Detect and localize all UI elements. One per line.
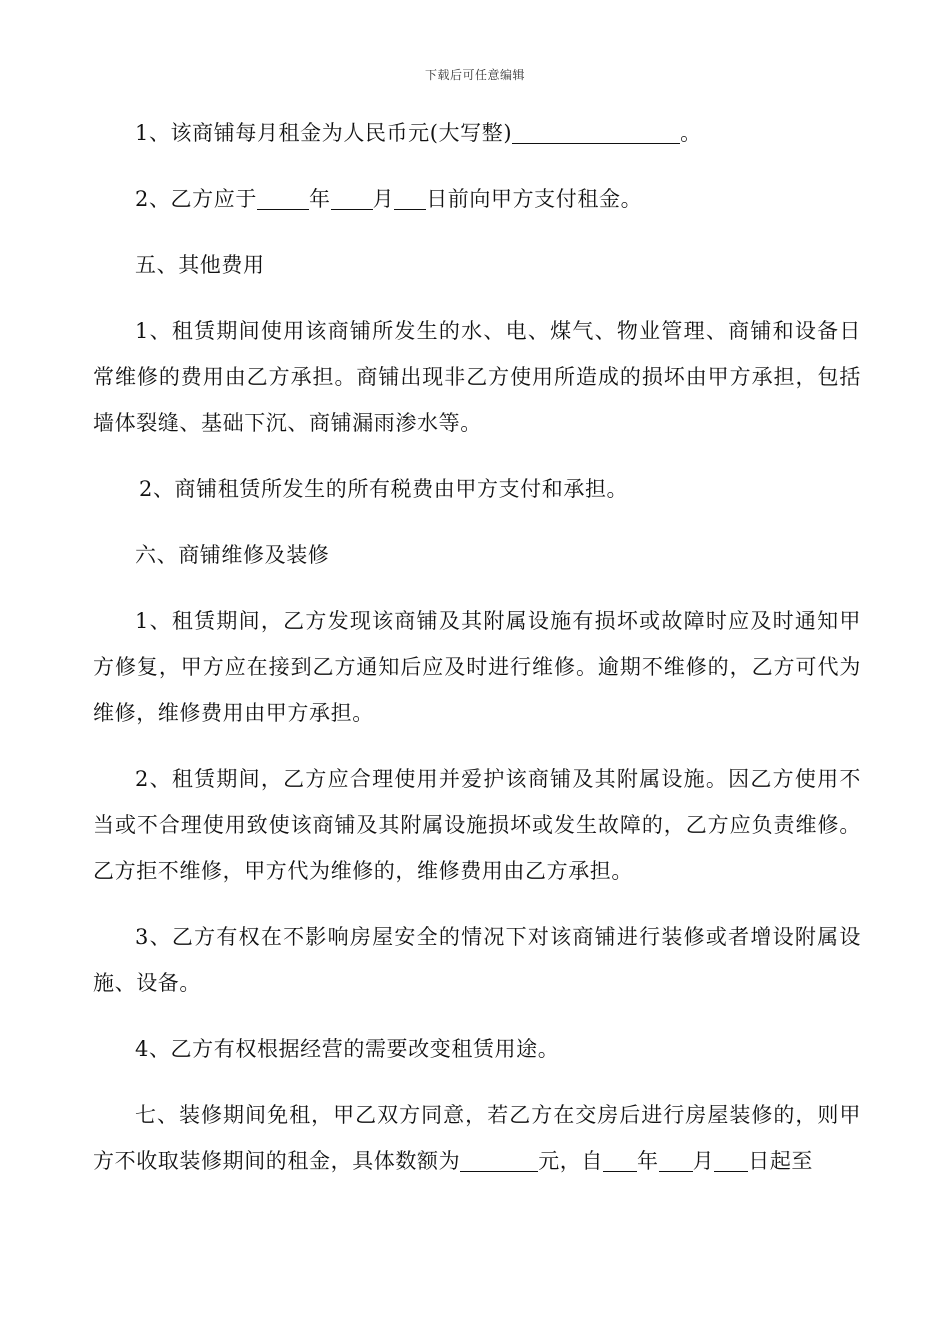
section-heading-other-fees: 五、其他费用 — [135, 253, 265, 277]
paragraph-change-use: 4、乙方有权根据经营的需要改变租赁用途。 — [135, 1037, 560, 1061]
fill-blank — [659, 1147, 693, 1172]
paragraph-text: 元，自 — [538, 1149, 604, 1173]
section-heading-maintenance: 六、商铺维修及装修 — [135, 543, 330, 567]
paragraph-utility-costs: 1、租赁期间使用该商铺所发生的水、电、煤气、物业管理、商铺和设备日常维修的费用由乙方承担。商铺出现非乙方使用所造成的损坏由甲方承担，包括墙体裂缝、基础下沉、商铺漏雨渗水等。 — [93, 319, 861, 435]
paragraph-payment-date — [93, 176, 861, 222]
paragraph-text: 日起至 — [748, 1149, 814, 1173]
paragraph-text: 1、该商铺每月租金为人民币元(大写整) — [135, 121, 513, 145]
paragraph-text: 年 — [637, 1149, 659, 1173]
paragraph-text: 月 — [692, 1149, 715, 1173]
paragraph-text: 月 — [372, 187, 395, 211]
fill-blank — [331, 185, 373, 210]
paragraph-rent-free-period — [93, 1092, 861, 1184]
paragraph-proper-use: 2、租赁期间，乙方应合理使用并爱护该商铺及其附属设施。因乙方使用不当或不合理使用致使该商铺及其附属设施损坏或发生故障的，乙方应负责维修。乙方拒不维修，甲方代为维修的，维修费用由乙方承担。 — [93, 767, 861, 883]
page-header: 下载后可任意编辑 — [424, 68, 525, 82]
paragraph-renovation-rights: 3、乙方有权在不影响房屋安全的情况下对该商铺进行装修或者增设附属设施、设备。 — [93, 925, 861, 995]
paragraph-monthly-rent — [93, 110, 861, 156]
fill-blank — [394, 185, 426, 210]
paragraph-text: 2、乙方应于 — [135, 187, 257, 211]
paragraph-repair-notice: 1、租赁期间，乙方发现该商铺及其附属设施有损坏或故障时应及时通知甲方修复，甲方应在接到乙方通知后应及时进行维修。逾期不维修的，乙方可代为维修，维修费用由甲方承担。 — [93, 609, 861, 725]
paragraph-text: 日前向甲方支付租金。 — [426, 187, 643, 211]
document-body — [93, 110, 861, 1204]
paragraph-text: 。 — [680, 121, 702, 145]
fill-blank — [257, 185, 309, 210]
fill-blank — [603, 1147, 637, 1172]
paragraph-taxes: 2、商铺租赁所发生的所有税费由甲方支付和承担。 — [139, 477, 629, 501]
fill-blank — [460, 1147, 538, 1172]
paragraph-text: 年 — [308, 187, 331, 211]
paragraph-text: 七、装修期间免租，甲乙双方同意，若乙方在交房后进行房屋装修的，则甲方不收取装修期间的租金，具体数额为 — [93, 1103, 861, 1173]
fill-blank — [512, 119, 680, 144]
fill-blank — [714, 1147, 748, 1172]
